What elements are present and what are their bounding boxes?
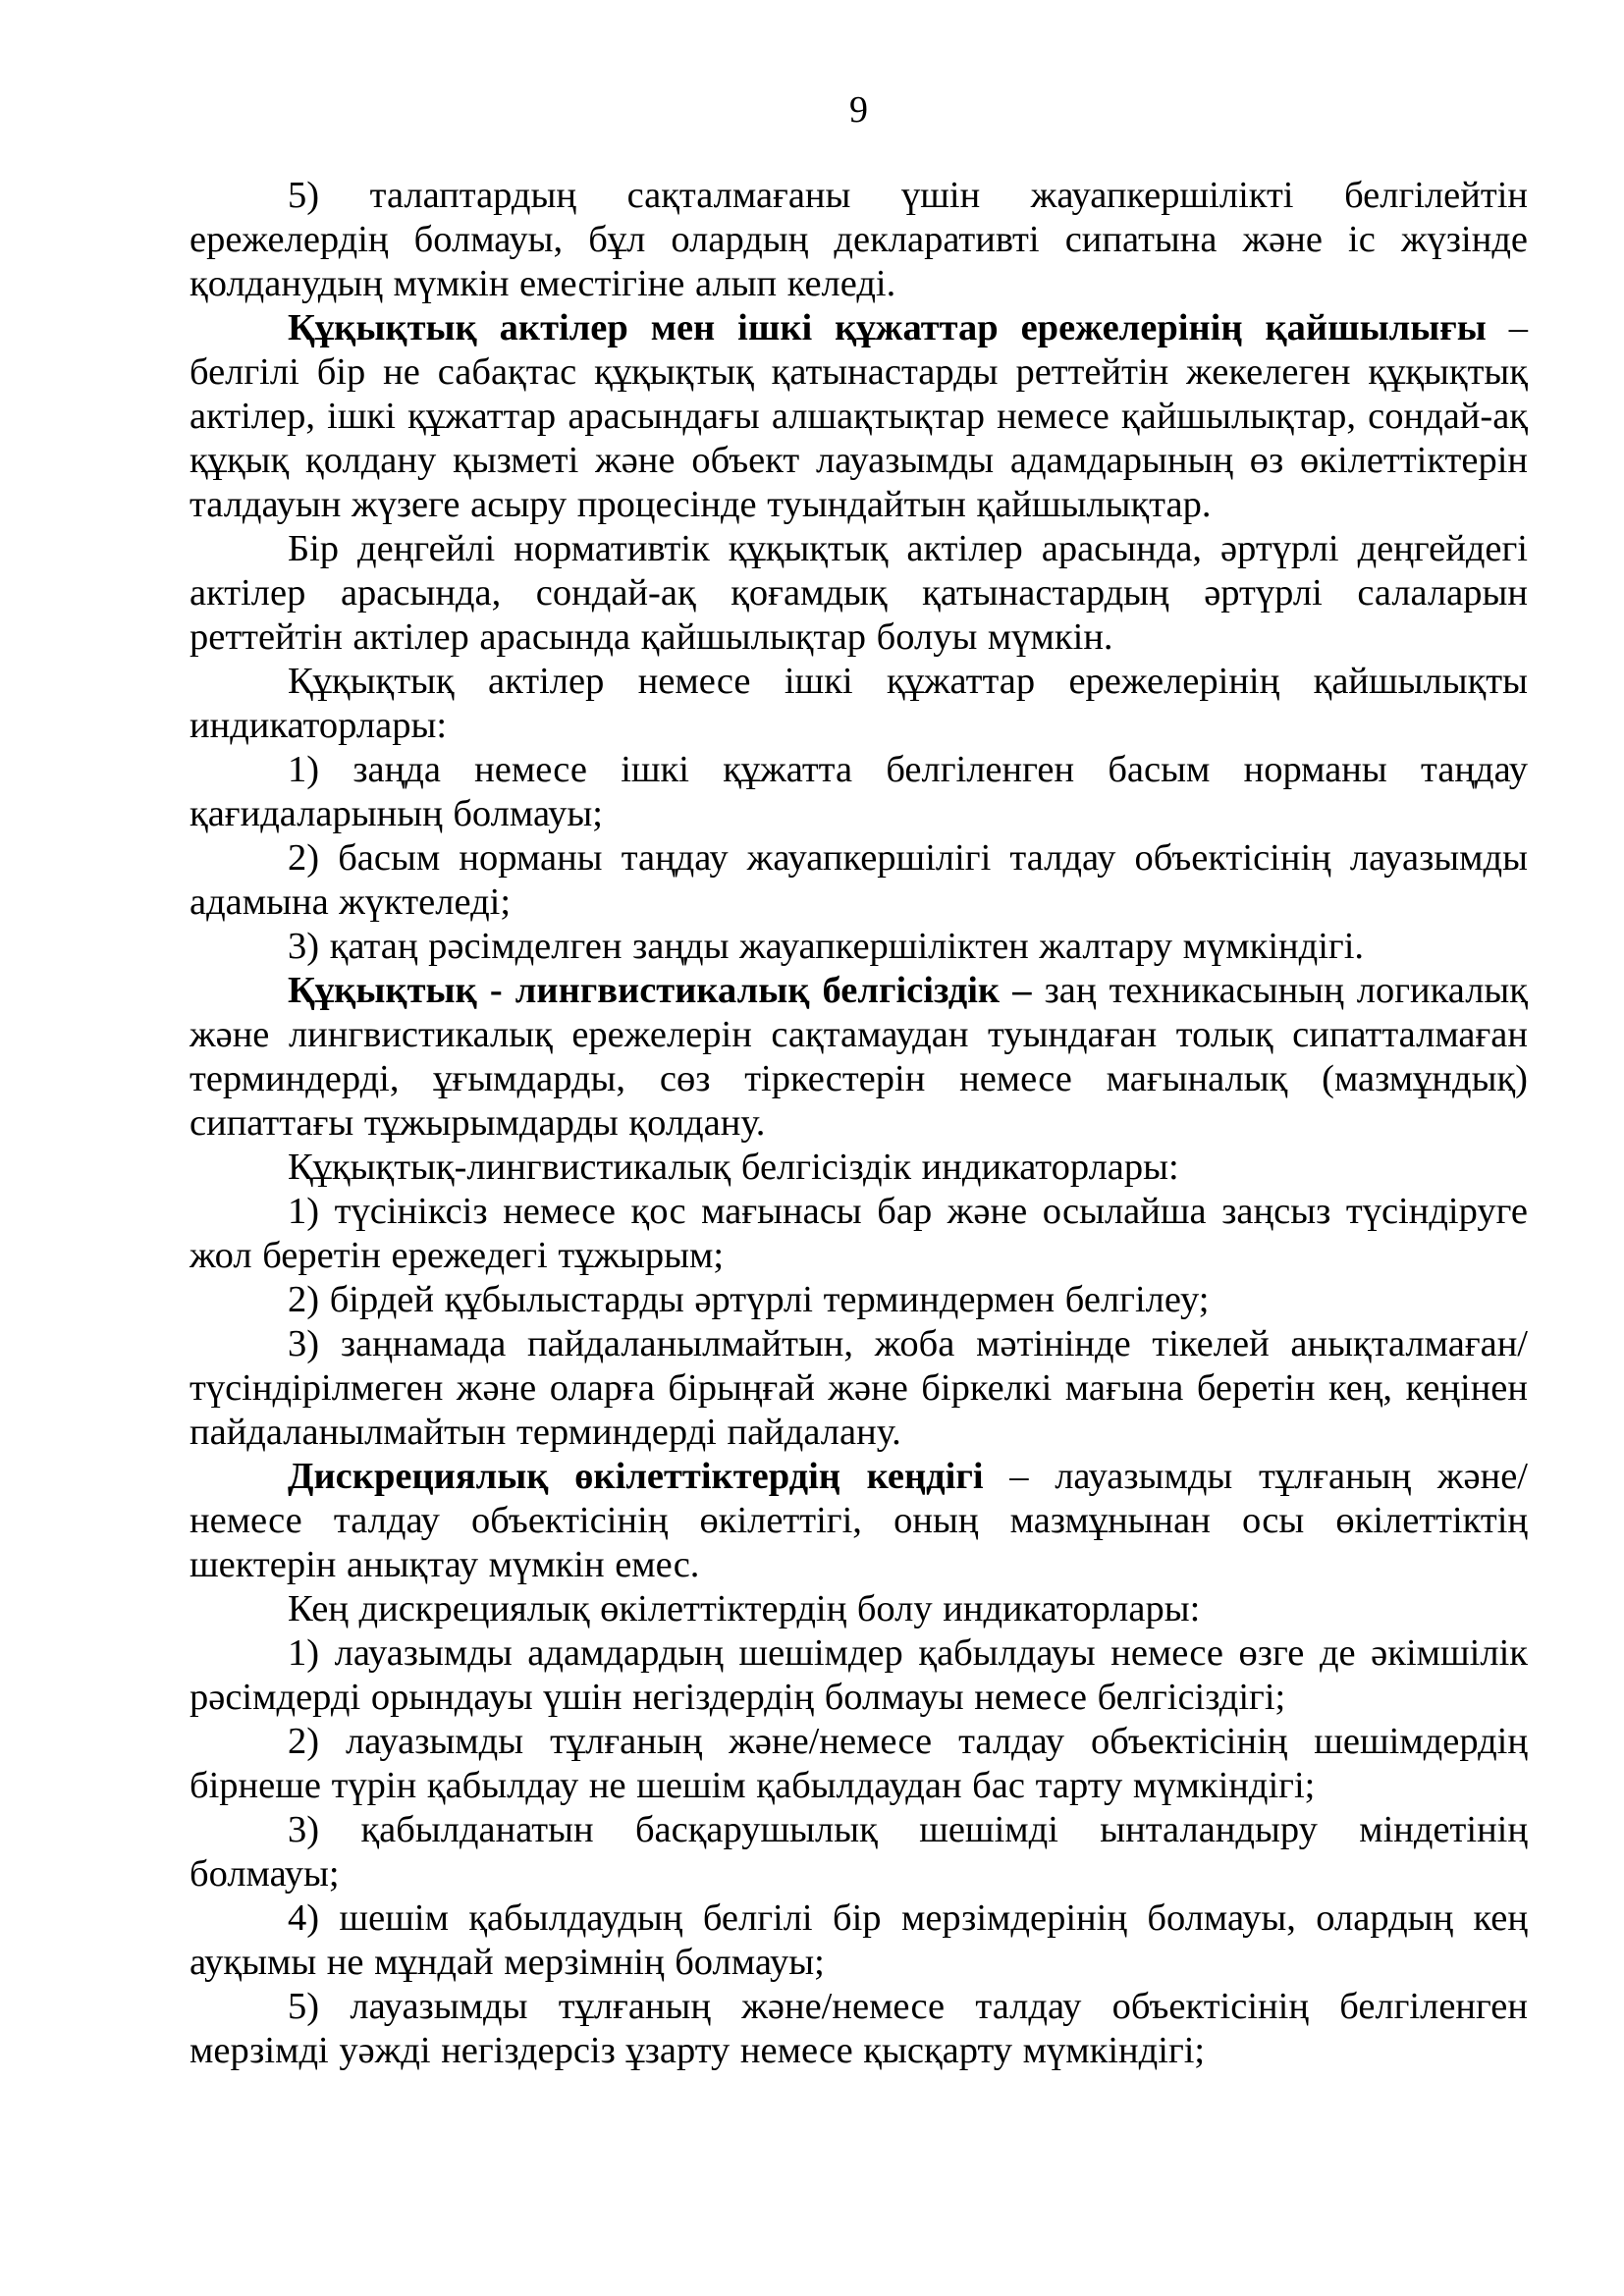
text-run: Құқықтық актілер немесе ішкі құжаттар ережелерінің қайшылықты индикаторлары: xyxy=(189,661,1528,746)
text-run: 3) заңнамада пайдаланылмайтын, жоба мәтінінде тікелей анықталмаған/түсіндірілмеген және оларға бірыңғай және біркелкі мағына беретін кең, кеңінен пайдаланылмайтын терминдерді пайдалану. xyxy=(189,1323,1528,1453)
paragraph xyxy=(189,1631,1528,1720)
paragraph xyxy=(189,1896,1528,1985)
document-body xyxy=(189,174,1528,2073)
text-run: 3) қатаң рәсімделген заңды жауапкершіліктен жалтару мүмкіндігі. xyxy=(288,926,1365,967)
text-run: – белгілі бір не сабақтас құқықтық қатынастарды реттейтін жекелеген құқықтық актілер, ішкі құжаттар арасындағы алшақтықтар немесе қайшылықтар, сондай-ақ құқық қолдану қызметі және объект лауазымды адамдарының өз өкілеттіктерін талдауын жүзеге асыру процесінде туындайтын қайшылықтар. xyxy=(189,307,1529,525)
paragraph xyxy=(189,1587,1528,1631)
text-run: заң техникасының логикалық және лингвистикалық ережелерін сақтамаудан туындаған толық сипатталмаған терминдерді, ұғымдарды, сөз тіркестерін немесе мағыналық (мазмұндық) сипаттағы тұжырымдарды қолдану. xyxy=(189,970,1528,1144)
text-run: 5) талаптардың сақталмағаны үшін жауапкершілікті белгілейтін ережелердің болмауы, бұл олардың декларативті сипатына және іс жүзінде қолданудың мүмкін еместігіне алып келеді. xyxy=(189,175,1528,304)
text-run: 2) бірдей құбылыстарды әртүрлі терминдермен белгілеу; xyxy=(288,1279,1210,1320)
paragraph xyxy=(189,1808,1528,1896)
text-run: Бір деңгейлі нормативтік құқықтық актілер арасында, әртүрлі деңгейдегі актілер арасында, сондай-ақ қоғамдық қатынастардың әртүрлі салаларын реттейтін актілер арасында қайшылықтар болуы мүмкін. xyxy=(189,528,1528,658)
paragraph xyxy=(189,1720,1528,1808)
text-run: 2) басым норманы таңдау жауапкершілігі талдау объектісінің лауазымды адамына жүктеледі; xyxy=(189,837,1528,923)
page-number: 9 xyxy=(849,89,868,131)
paragraph xyxy=(189,836,1528,925)
paragraph xyxy=(189,748,1528,836)
bold-term: Құқықтық - лингвистикалық белгісіздік – xyxy=(288,970,1032,1011)
text-run: – лауазымды тұлғаның және/немесе талдау объектісінің өкілеттігі, оның мазмұнынан осы өкілеттіктің шектерін анықтау мүмкін емес. xyxy=(189,1456,1529,1585)
paragraph xyxy=(189,1146,1528,1190)
text-run: 3) қабылданатын басқарушылық шешімді ынталандыру міндетінің болмауы; xyxy=(189,1809,1528,1895)
paragraph xyxy=(189,306,1528,527)
paragraph xyxy=(189,1985,1528,2073)
paragraph xyxy=(189,1322,1528,1455)
paragraph xyxy=(189,925,1528,969)
text-run: Кең дискрециялық өкілеттіктердің болу индикаторлары: xyxy=(288,1588,1201,1629)
paragraph xyxy=(189,527,1528,660)
bold-term: Дискрециялық өкілеттіктердің кеңдігі xyxy=(288,1456,984,1497)
text-run: 5) лауазымды тұлғаның және/немесе талдау объектісінің белгіленген мерзімді уәжді негіздерсіз ұзарту немесе қысқарту мүмкіндігі; xyxy=(189,1986,1528,2071)
paragraph xyxy=(189,1455,1528,1587)
text-run: 4) шешім қабылдаудың белгілі бір мерзімдерінің болмауы, олардың кең ауқымы не мұндай мерзімнің болмауы; xyxy=(189,1897,1528,1983)
paragraph xyxy=(189,969,1528,1146)
text-run: 1) түсініксіз немесе қос мағынасы бар және осылайша заңсыз түсіндіруге жол беретін ережедегі тұжырым; xyxy=(189,1191,1528,1276)
page-header xyxy=(189,88,1528,133)
text-run: 1) лауазымды адамдардың шешімдер қабылдауы немесе өзге де әкімшілік рәсімдерді орындауы үшін негіздердің болмауы немесе белгісіздігі; xyxy=(189,1632,1528,1718)
bold-term: Құқықтық актілер мен ішкі құжаттар ережелерінің қайшылығы xyxy=(288,307,1487,348)
paragraph xyxy=(189,1278,1528,1322)
text-run: 1) заңда немесе ішкі құжатта белгіленген басым норманы таңдау қағидаларының болмауы; xyxy=(189,749,1528,834)
paragraph xyxy=(189,1190,1528,1278)
paragraph xyxy=(189,174,1528,306)
text-run: 2) лауазымды тұлғаның және/немесе талдау объектісінің шешімдердің бірнеше түрін қабылдау не шешім қабылдаудан бас тарту мүмкіндігі; xyxy=(189,1721,1528,1806)
text-run: Құқықтық-лингвистикалық белгісіздік индикаторлары: xyxy=(288,1147,1179,1188)
paragraph xyxy=(189,660,1528,748)
